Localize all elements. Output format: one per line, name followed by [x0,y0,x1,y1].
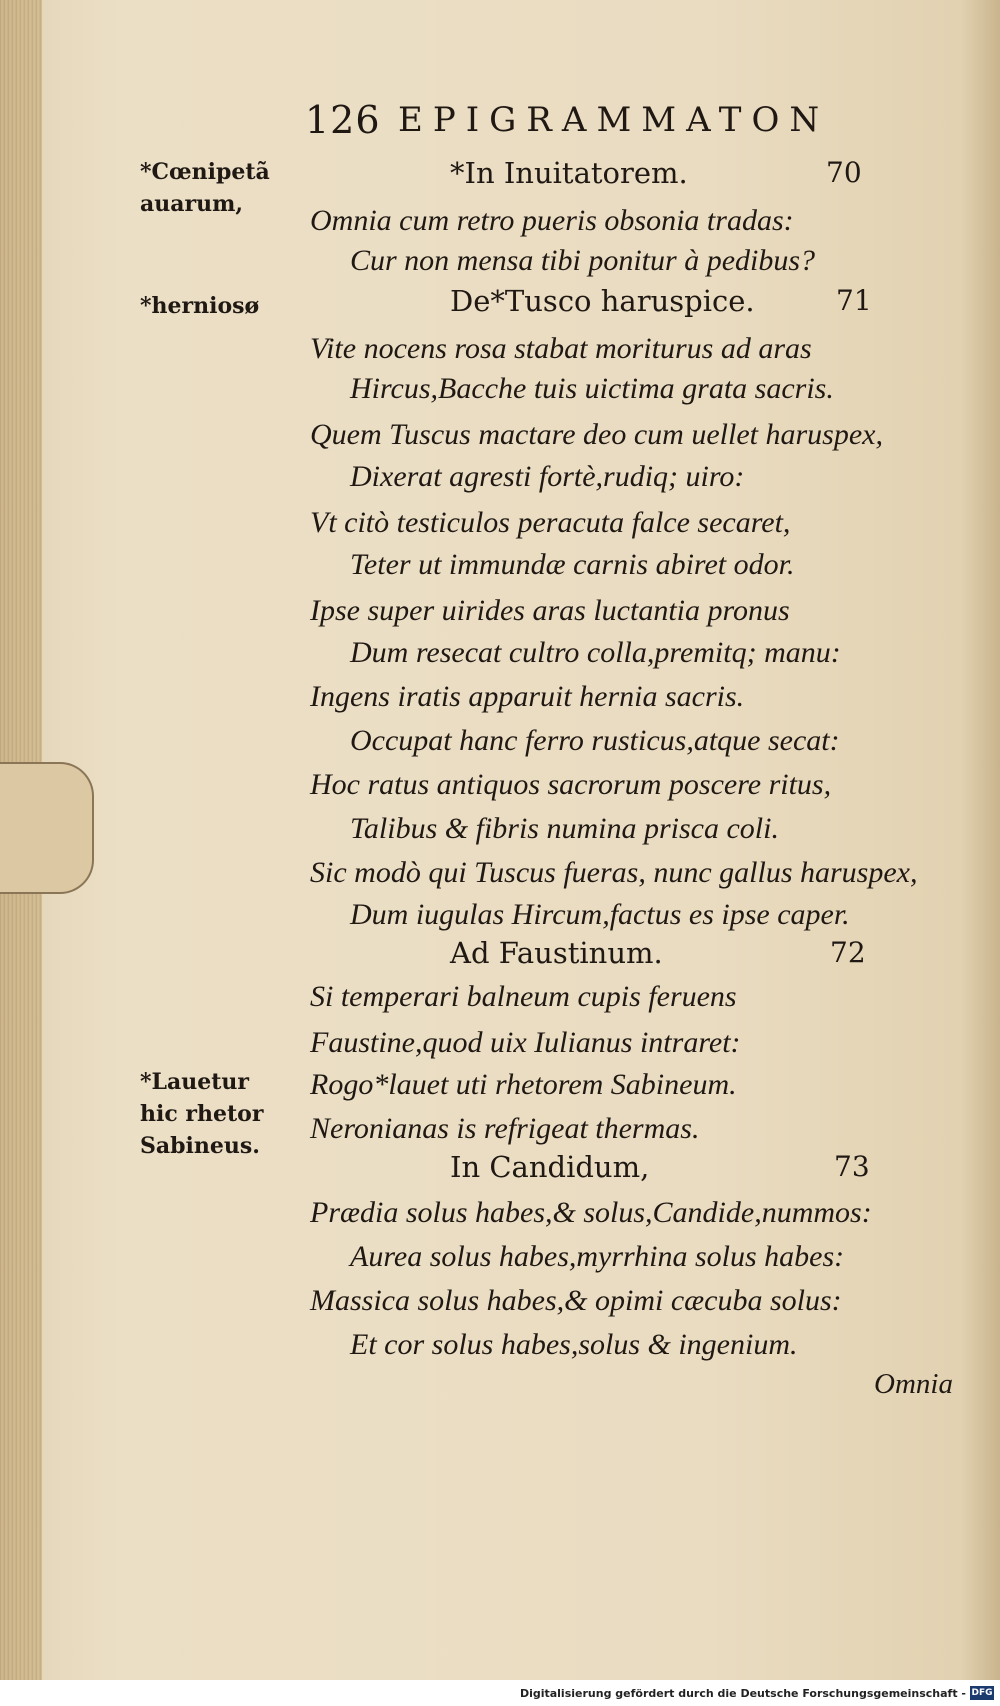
epigram-title: Ad Faustinum. [450,936,663,970]
margin-note-line: auarum, [140,191,244,217]
margin-note-line: *Lauetur [140,1069,249,1095]
verse-line: Hoc ratus antiquos sacrorum poscere ritus, [310,768,832,801]
margin-note-2 [140,290,259,322]
verse-line: Vt citò testiculos peracuta falce secaret, [310,506,791,539]
verse-line: Sic modò qui Tuscus fueras, nunc gallus haruspex, [310,856,918,889]
epigram-number: 70 [826,156,862,189]
epigram-title: *In Inuitatorem. [450,156,688,190]
verse-line: Et cor solus habes,solus & ingenium. [350,1328,798,1361]
catchword: Omnia [874,1368,953,1400]
verse-line: Si temperari balneum cupis feruens [310,980,737,1013]
dfg-logo: DFG [971,1688,993,1698]
verse-line: Ipse super uirides aras luctantia pronus [310,594,790,627]
margin-note-line: *herniosø [140,293,260,319]
epigram-number: 72 [830,936,866,969]
verse-line: Dixerat agresti fortè,rudiq; uiro: [350,460,745,493]
epigram-number: 71 [836,284,872,317]
margin-note-line: Sabineus. [140,1133,260,1159]
verse-line: Talibus & fibris numina prisca coli. [350,812,779,845]
verse-line: Vite nocens rosa stabat moriturus ad aras [310,332,812,365]
verse-line: Ingens iratis apparuit hernia sacris. [310,680,745,713]
digitization-credit-bar [0,1680,1000,1706]
epigram-number: 73 [834,1150,870,1183]
verse-line: Omnia cum retro pueris obsonia tradas: [310,204,794,237]
verse-line: Rogo*lauet uti rhetorem Sabineum. [310,1068,737,1101]
verse-line: Dum resecat cultro colla,premitq; manu: [350,636,841,669]
verse-line: Hircus,Bacche tuis uictima grata sacris. [350,372,834,405]
verse-line: Quem Tuscus mactare deo cum uellet haruspex, [310,418,883,451]
verse-line: Occupat hanc ferro rusticus,atque secat: [350,724,840,757]
margin-note-line: hic rhetor [140,1101,264,1127]
verse-line: Neronianas is refrigeat thermas. [310,1112,700,1145]
verse-line: Massica solus habes,& opimi cæcuba solus: [310,1284,842,1317]
margin-note-line: *Cœnipetã [140,159,270,185]
running-title: EPIGRAMMATON [398,100,830,140]
page-number: 126 [305,98,381,142]
verse-line: Aurea solus habes,myrrhina solus habes: [350,1240,845,1273]
verse-line: Cur non mensa tibi ponitur à pedibus? [350,244,816,277]
epigram-title: De*Tusco haruspice. [450,284,755,318]
verse-line: Dum iugulas Hircum,factus es ipse caper. [350,898,850,931]
verse-line: Teter ut immundæ carnis abiret odor. [350,548,795,581]
digitization-credit: Digitalisierung gefördert durch die Deutsche Forschungsgemeinschaft - [519,1687,966,1700]
verse-line: Prædia solus habes,& solus,Candide,nummos: [310,1196,872,1229]
bookmark-tab [0,762,94,894]
margin-note-1 [140,156,270,220]
epigram-title: In Candidum, [450,1150,650,1184]
margin-note-3 [140,1066,263,1162]
verse-line: Faustine,quod uix Iulianus intraret: [310,1026,741,1059]
